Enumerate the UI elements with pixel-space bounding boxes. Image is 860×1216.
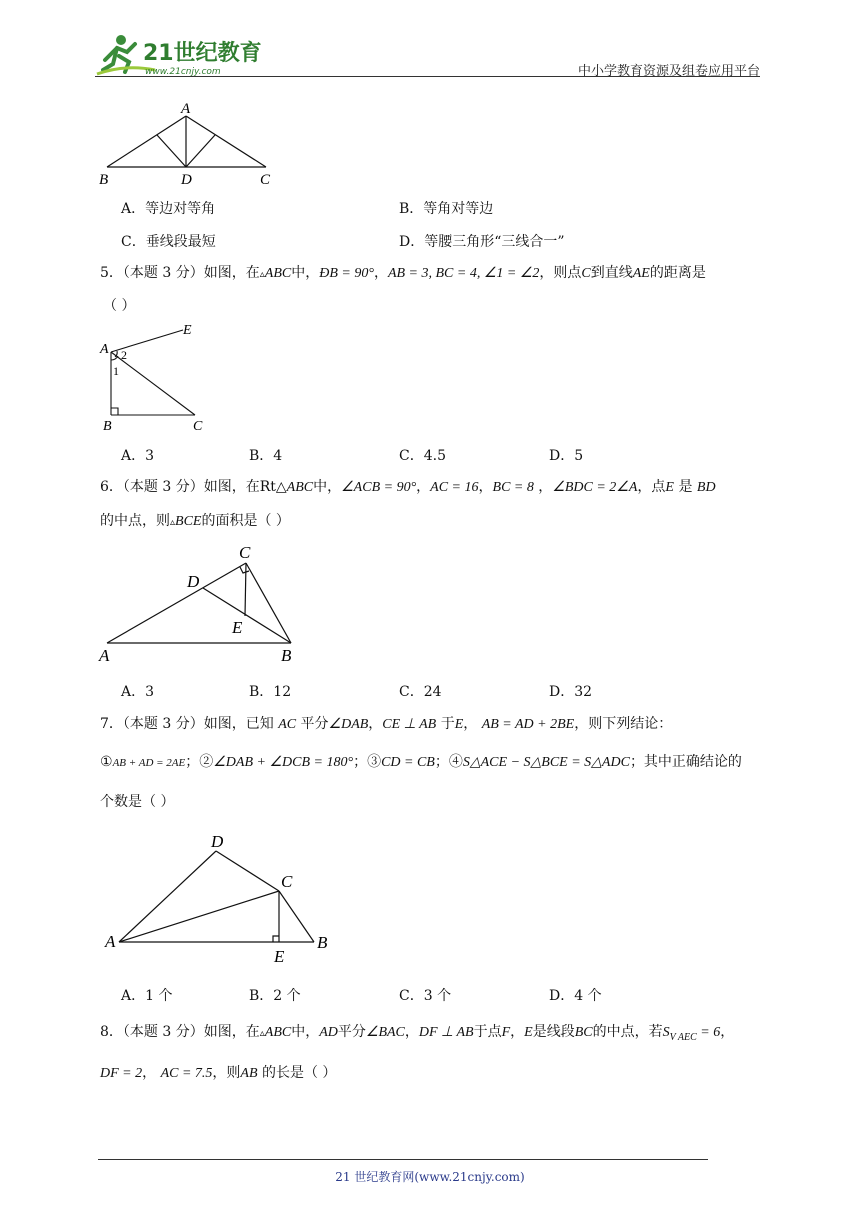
q7-option-b[interactable]: B．2 个 — [249, 988, 301, 1004]
q5-option-a[interactable]: A．3 — [121, 448, 155, 464]
q5-option-c[interactable]: C．4.5 — [399, 448, 446, 464]
q7-statements: ①AB + AD = 2AE；②∠DAB + ∠DCB = 180°；③CD = CB；④S△ACE − S△BCE = S△ADC；其中正确结论的 — [100, 754, 742, 770]
q6-stem: 6．（本题 3 分）如图，在Rt△ABC中，∠ACB = 90°，AC = 16，BC = 8 ，∠BDC = 2∠A，点E 是 BD — [100, 479, 716, 495]
svg-text:D: D — [211, 832, 224, 851]
q5-option-b[interactable]: B．4 — [249, 448, 283, 464]
q4-option-c[interactable]: C．垂线段最短 — [121, 234, 216, 250]
q7-option-c[interactable]: C．3 个 — [399, 988, 452, 1004]
q7-option-a[interactable]: A．1 个 — [121, 988, 173, 1004]
q5-figure — [95, 320, 225, 435]
svg-text:C: C — [239, 543, 251, 562]
svg-text:A: A — [105, 932, 116, 951]
svg-text:1: 1 — [113, 364, 119, 378]
q7-figure — [95, 825, 345, 970]
q4-option-d[interactable]: D．等腰三角形“三线合一” — [399, 234, 565, 250]
site-logo — [95, 30, 265, 78]
q6-option-a[interactable]: A．3 — [121, 684, 155, 700]
svg-text:E: E — [183, 323, 192, 338]
header-platform-text: 中小学教育资源及组卷应用平台 — [577, 64, 760, 79]
svg-text:A: A — [100, 342, 109, 357]
svg-text:B: B — [317, 933, 328, 952]
q4-brace-left — [157, 135, 186, 167]
svg-text:E: E — [274, 947, 285, 966]
q4-figure — [95, 100, 285, 190]
logo-text: 21世纪教育 — [143, 41, 262, 66]
q4-brace-right — [186, 135, 215, 167]
q8-stem-line2: DF = 2， AC = 7.5，则AB 的长是（ ） — [100, 1065, 337, 1081]
q4-label-d: D — [181, 172, 192, 188]
svg-text:2: 2 — [121, 348, 127, 362]
q4-line-ab — [107, 116, 186, 167]
q7-option-d[interactable]: D．4 个 — [549, 988, 602, 1004]
q4-option-a[interactable]: A．等边对等角 — [121, 201, 216, 217]
q6-option-b[interactable]: B．12 — [249, 684, 292, 700]
svg-text:B: B — [281, 646, 292, 665]
svg-text:A: A — [99, 646, 110, 665]
q5-option-d[interactable]: D．5 — [549, 448, 584, 464]
q5-paren: （ ） — [103, 298, 136, 314]
q5-stem: 5．（本题 3 分）如图，在▵ABC中，ÐB = 90°，AB = 3, BC = 4, ∠1 = ∠2，则点C到直线AE的距离是 — [100, 265, 706, 281]
svg-text:C: C — [281, 872, 293, 891]
footer-divider — [98, 1159, 708, 1160]
logo-url: www.21cnjy.com — [145, 67, 221, 77]
header-divider — [95, 76, 760, 77]
svg-text:D: D — [187, 572, 200, 591]
q4-label-a: A — [181, 101, 191, 117]
q4-option-b[interactable]: B．等角对等边 — [399, 201, 494, 217]
q4-line-ac — [186, 116, 266, 167]
svg-text:C: C — [193, 419, 203, 434]
q6-figure — [95, 540, 305, 670]
q7-stem: 7．（本题 3 分）如图，已知 AC 平分∠DAB，CE ⊥ AB 于E， AB = AD + 2BE，则下列结论： — [100, 716, 673, 732]
q7-line3: 个数是（ ） — [100, 794, 175, 810]
q6-option-d[interactable]: D．32 — [549, 684, 593, 700]
svg-text:E: E — [232, 618, 243, 637]
q4-label-b: B — [99, 172, 109, 188]
footer-text[interactable]: 21 世纪教育网(www.21cnjy.com) — [335, 1170, 525, 1184]
q6-option-c[interactable]: C．24 — [399, 684, 442, 700]
svg-text:B: B — [103, 419, 112, 434]
q4-label-c: C — [260, 172, 271, 188]
q6-stem-line2: 的中点，则▵BCE的面积是（ ） — [100, 513, 290, 529]
q8-stem: 8．（本题 3 分）如图，在▵ABC中，AD平分∠BAC，DF ⊥ AB于点F，E是线段BC的中点，若$S_{V AEC} = 6$， — [100, 1024, 735, 1043]
